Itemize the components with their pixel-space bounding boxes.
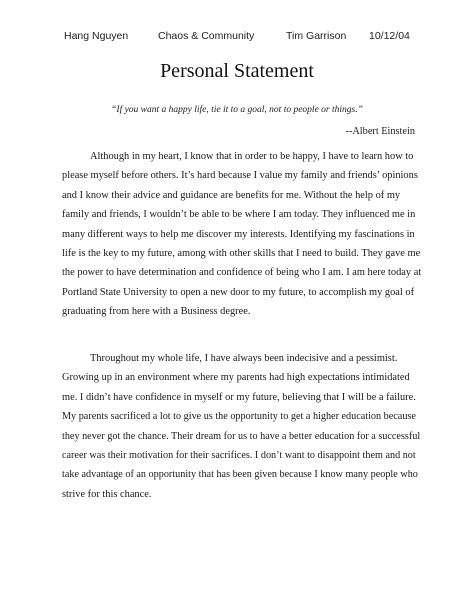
paragraph-line: life is the key to my future, among with other skills that I need to build. They gave me bbox=[62, 248, 421, 260]
paragraph-line: they never got the chance. Their dream for us to have a better education for a successful bbox=[62, 430, 421, 442]
header-teacher: Tim Garrison bbox=[286, 30, 347, 42]
paragraph-line: family and friends, I wouldn’t be able to be where I am today. They influenced me in bbox=[62, 209, 416, 221]
paragraph-line: and I know their advice and guidance are benefits for me. Without the help of my bbox=[62, 189, 401, 201]
paragraph-line: My parents sacrificed a lot to give us the opportunity to get a higher education because bbox=[62, 411, 416, 423]
paragraph-line: Although in my heart, I know that in order to be happy, I have to learn how to bbox=[90, 151, 414, 162]
paragraph-1 bbox=[62, 147, 422, 322]
paragraph-line: take advantage of an opportunity that has been given because I know many people who bbox=[62, 469, 418, 481]
paragraph-2 bbox=[62, 349, 422, 504]
paragraph-line: career was their motivation for their sacrifices. I don’t want to disappoint them and not bbox=[62, 450, 416, 462]
paragraph-line: please myself before others. It’s hard because I value my family and friends’ opinions bbox=[62, 170, 418, 182]
paragraph-line: strive for this chance. bbox=[62, 488, 152, 500]
epigraph-quote: “If you want a happy life, tie it to a goal, not to people or things.” bbox=[111, 105, 363, 115]
epigraph-attribution: --Albert Einstein bbox=[345, 126, 415, 137]
header-student-name: Hang Nguyen bbox=[64, 30, 129, 42]
paragraph-line: graduating from here with a Business degree. bbox=[62, 306, 251, 318]
paragraph-line: Portland State University to open a new door to my future, to accomplish my goal of bbox=[62, 286, 415, 298]
paragraph-line: the power to have determination and confidence of being who I am. I am here today at bbox=[62, 267, 422, 279]
paragraph-line: me. I didn’t have confidence in myself or my future, believing that I will be a failure. bbox=[62, 391, 416, 403]
paragraph-line: many different ways to help me discover my interests. Identifying my fascinations in bbox=[62, 228, 415, 240]
paragraph-line: Growing up in an environment where my parents had high expectations intimidated bbox=[62, 372, 410, 384]
header-course: Chaos & Community bbox=[158, 30, 255, 42]
paragraph-line: Throughout my whole life, I have always been indecisive and a pessimist. bbox=[90, 353, 398, 364]
page-title: Personal Statement bbox=[160, 60, 314, 82]
header-date: 10/12/04 bbox=[369, 30, 410, 42]
